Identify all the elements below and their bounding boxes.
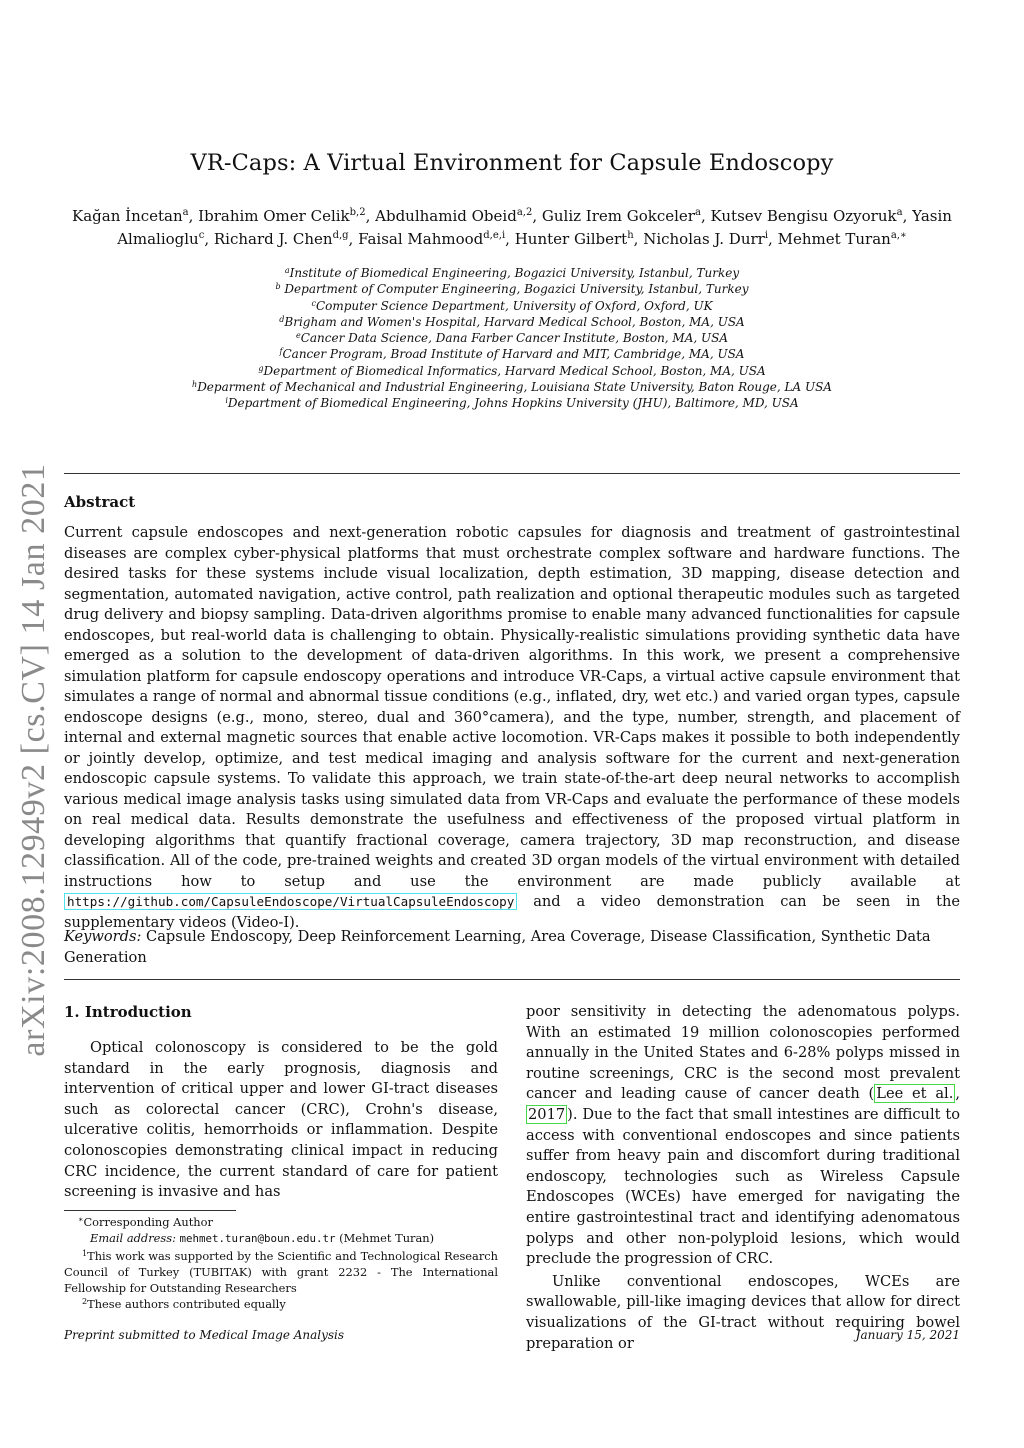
abstract-bottom-rule [64,979,960,980]
author: Guliz Irem Gokceler$^a$ [541,207,701,225]
affiliation: $^d$Brigham and Women's Hospital, Harvard Medical School, Boston, MA, USA [279,314,745,329]
keywords [64,927,960,968]
author: Faisal Mahmood$^{d,e,i}$ [358,230,506,248]
keywords-text: Capsule Endoscopy, Deep Reinforcement Learning, Area Coverage, Disease Classification, Synthetic Data Generation [64,928,931,966]
footnote-1: $^1$This work was supported by the Scientific and Technological Research Council of Turkey (TUBITAK) with grant 2232 - The International Fellowship for Outstanding Researchers [64,1248,498,1296]
citation-year-link[interactable]: 2017 [528,1105,566,1123]
affiliation: $^b$ Department of Computer Engineering, Bogazici University, Istanbul, Turkey [275,282,749,297]
footer-date: January 15, 2021 [855,1328,960,1342]
keywords-label: Keywords: [64,928,142,945]
affiliation: $^a$Institute of Biomedical Engineering, Bogazici University, Istanbul, Turkey [284,266,740,280]
author: Ibrahim Omer Celik$^{b,2}$ [198,207,366,225]
author: Kutsev Bengisu Ozyoruk$^a$ [710,207,903,225]
section-heading-introduction: 1. Introduction [64,1003,192,1021]
intro-paragraph: Unlike conventional endoscopes, WCEs are swallowable, pill-like imaging devices that allow for direct visualizations of the GI-tract without requiring bowel preparation or [526,1272,960,1352]
abstract-body: Current capsule endoscopes and next-generation robotic capsules for diagnosis and treatment of gastrointestinal diseases are complex cyber-physical platforms that must orchestrate complex software and hardware functions. The desired tasks for these systems include visual localization, depth estimation, 3D mapping, disease detection and segmentation, automated navigation, active control, path realization and optional therapeutic modules such as targeted drug delivery and biopsy sampling. Data-driven algorithms promise to enable many advanced functionalities for capsule endoscopes, but real-world data is challenging to obtain. Physically-realistic simulations providing synthetic data have emerged as a solution to the development of data-driven algorithms. In this work, we present a comprehensive simulation platform for capsule endoscopy operations and introduce VR-Caps, a virtual active capsule environment that simulates a range of normal and abnormal tissue conditions (e.g., inflated, dry, wet etc.) and varied organ types, capsule endoscope designs (e.g., mono, stereo, dual and 360°camera), and the type, number, strength, and placement of internal and external magnetic sources that enable active locomotion. VR-Caps makes it possible to both independently or jointly develop, optimize, and test medical imaging and analysis software for the current and next-generation endoscopic capsule systems. To validate this approach, we train state-of-the-art deep neural networks to accomplish various medical image analysis tasks using simulated data from VR-Caps and evaluate the performance of these models on real medical data. Results demonstrate the usefulness and effectiveness of the proposed virtual platform in developing algorithms that quantify fractional coverage, camera trajectory, 3D map reconstruction, and disease classification. All of the code, pre-trained weights and created 3D organ models of the virtual environment with detailed instructions how to setup and use the environment are made publicly available at https://github.com/CapsuleEndoscope/VirtualCapsuleEndoscopy and a video demonstration can be seen in the supplementary videos (Video-I). [64,524,960,931]
footnote-2: $^2$These authors contributed equally [82,1297,286,1312]
abstract-top-rule [64,473,960,474]
affiliation: $^f$Cancer Program, Broad Institute of Harvard and MIT, Cambridge, MA, USA [279,347,745,362]
email-address[interactable]: mehmet.turan@boun.edu.tr [179,1232,336,1246]
author: Nicholas J. Durr$^i$ [643,230,769,248]
affiliation-list [64,265,960,412]
abstract-heading: Abstract [64,493,136,511]
footnote-rule [64,1210,236,1211]
arxiv-stamp-text: arXiv:2008.12949v2 [cs.CV] 14 Jan 2021 [15,463,52,1057]
github-link[interactable]: https://github.com/CapsuleEndoscope/VirtualCapsuleEndoscopy [64,893,517,910]
author: Mehmet Turan$^{a,∗}$ [777,230,907,248]
footnotes [64,1214,498,1313]
affiliation: $^e$Cancer Data Science, Dana Farber Cancer Institute, Boston, MA, USA [295,331,729,346]
footnote-corresponding: ∗Corresponding Author [78,1215,213,1229]
affiliation: $^i$Department of Biomedical Engineering, Johns Hopkins University (JHU), Baltimore, MD, USA [225,396,799,411]
intro-paragraph: Optical colonoscopy is considered to be the gold standard in the early prognosis, diagnosis and intervention of critical upper and lower GI-tract diseases such as colorectal cancer (CRC), Crohn's disease, ulcerative colitis, hemorrhoids or inflammation. Despite colonoscopies demonstrating clinical impact in reducing CRC incidence, the current standard of care for patient screening is invasive and has [64,1039,498,1201]
affiliation: $^g$Department of Biomedical Informatics, Harvard Medical School, Boston, MA, USA [258,363,766,378]
author-list: Kağan İncetan$^a$, Ibrahim Omer Celik$^{b,2}$, Abdulhamid Obeid$^{a,2}$, Guliz Irem Gokceler$^a$, Kutsev Bengisu Ozyoruk$^a$, Yasin Almalioglu$^c$, Richard J. Chen$^{d,g}$, Faisal Mahmood$^{d,e,i}$, Hunter Gilbert$^h$, Nicholas J. Durr$^i$, Mehmet Turan$^{a,∗}$ [72,207,952,248]
footer-journal: Preprint submitted to Medical Image Analysis [64,1328,345,1342]
author: Richard J. Chen$^{d,g}$ [213,230,349,248]
author: Yasin Almalioglu$^c$ [117,207,952,248]
author: Abdulhamid Obeid$^{a,2}$ [375,207,533,225]
intro-left-column [64,1038,498,1203]
footnote-email: Email address: mehmet.turan@boun.edu.tr (Mehmet Turan) [90,1231,435,1246]
citation-link[interactable]: Lee et al. [876,1085,954,1103]
intro-paragraph: poor sensitivity in detecting the adenomatous polyps. With an estimated 19 million colonoscopies performed annually in the United States and 6-28% polyps missed in routine screenings, CRC is the second most prevalent cancer and leading cause of cancer death ( Lee et al. , 2017 ). Due to the fact that small intestines are difficult to access with conventional endoscopes and since patients suffer from heavy pain and discomfort during traditional endoscopy, technologies such as Wireless Capsule Endoscopes (WCEs) have emerged for navigating the entire gastrointestinal tract and identifying adenomatous polyps and other non-polyploid lesions, which would preclude the progression of CRC. [526,1003,960,1268]
affiliation: $^c$Computer Science Department, University of Oxford, Oxford, UK [311,298,713,313]
affiliation: $^h$Deparment of Mechanical and Industrial Engineering, Louisiana State University, Baton Rouge, LA USA [192,380,832,395]
author: Kağan İncetan$^a$ [72,207,189,225]
author: Hunter Gilbert$^h$ [514,230,634,248]
intro-right-column [526,1002,960,1354]
paper-title: VR-Caps: A Virtual Environment for Capsule Endoscopy [190,150,834,176]
arxiv-stamp [0,0,60,1448]
